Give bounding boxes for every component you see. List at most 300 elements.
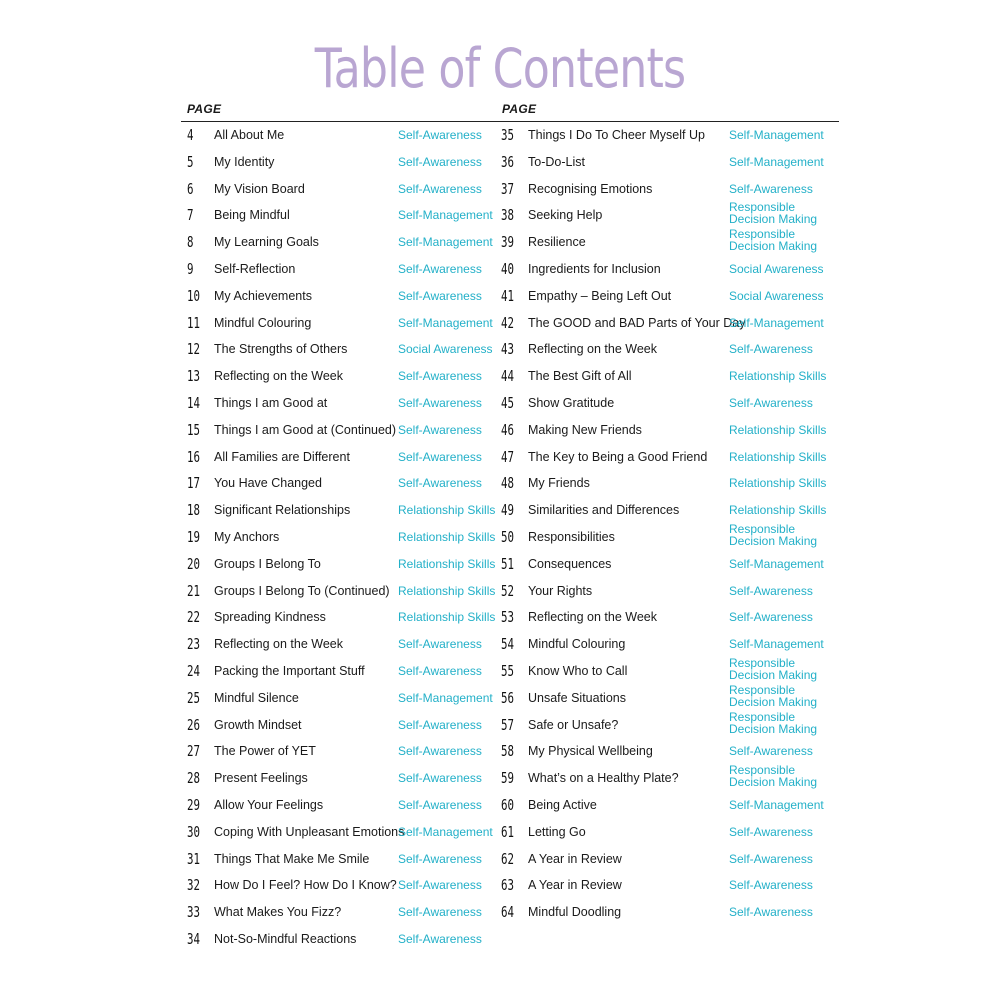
entry-title: Allow Your Feelings: [214, 798, 324, 812]
entry-title: Packing the Important Stuff: [214, 664, 365, 678]
category-line-1: Social Awareness: [729, 262, 824, 276]
category-line-1: Self-Awareness: [729, 396, 813, 410]
page-number: 16: [187, 447, 201, 466]
category-label: [729, 523, 817, 547]
category-line-1: Self-Management: [729, 556, 824, 571]
category-label: [398, 449, 482, 465]
category-label: [729, 609, 813, 625]
page-number: 7: [187, 206, 194, 225]
entry-title: Show Gratitude: [528, 396, 615, 410]
entry-title: The Strengths of Others: [214, 342, 348, 357]
page-number: 22: [187, 608, 201, 627]
page-number: 4: [187, 126, 194, 144]
category-line-1: Self-Awareness: [398, 932, 482, 946]
toc-entry: [501, 176, 841, 203]
toc-entry: [187, 310, 527, 337]
page-number: 37: [501, 179, 515, 198]
page-number: 63: [501, 876, 515, 895]
entry-title: Self-Reflection: [214, 262, 296, 276]
category-line-1: Self-Awareness: [729, 342, 813, 357]
category-label: [729, 877, 813, 893]
category-line-1: Self-Awareness: [729, 905, 813, 920]
page-number: 15: [187, 420, 201, 439]
category-label: [398, 288, 482, 304]
category-label: [729, 201, 817, 225]
toc-entry: [501, 470, 841, 497]
category-line-1: Self-Awareness: [398, 128, 482, 142]
entry-title: What’s on a Healthy Plate?: [528, 771, 679, 786]
toc-entry: [501, 765, 841, 792]
entry-title: Coping With Unpleasant Emotions: [214, 824, 405, 839]
page-number: 13: [187, 367, 201, 386]
page-number: 8: [187, 233, 194, 252]
category-label: [398, 261, 482, 277]
page-number: 54: [501, 635, 515, 654]
toc-entry: [187, 578, 527, 605]
toc-entry: [501, 202, 841, 229]
entry-title: Mindful Doodling: [528, 905, 622, 920]
toc-entry: [501, 578, 841, 605]
category-label: [729, 181, 813, 197]
category-label: [729, 636, 824, 652]
toc-entry: [501, 899, 841, 926]
category-label: [398, 341, 493, 357]
category-line-1: Self-Awareness: [398, 798, 482, 812]
category-line-2: Decision Making: [729, 668, 818, 682]
page-number: 60: [501, 796, 515, 814]
category-label: [729, 797, 824, 813]
toc-entry: [187, 926, 527, 953]
category-label: [398, 770, 482, 786]
category-line-1: Relationship Skills: [398, 556, 496, 571]
page-number: 44: [501, 367, 515, 386]
category-label: [729, 449, 826, 465]
category-label: [398, 824, 493, 840]
category-label: [398, 154, 482, 170]
toc-entry: [187, 497, 527, 524]
category-line-1: Responsible: [729, 522, 796, 536]
page-number: 39: [501, 233, 515, 252]
category-line-1: Self-Awareness: [729, 851, 813, 866]
category-line-2: Decision Making: [729, 212, 818, 227]
page-number: 14: [187, 394, 201, 412]
category-label: [729, 315, 824, 331]
entry-title: The Power of YET: [214, 744, 316, 759]
toc-entry: [501, 310, 841, 337]
toc-entry: [187, 899, 527, 926]
category-label: [398, 127, 482, 143]
toc-entry: [187, 819, 527, 846]
category-label: [398, 422, 482, 438]
page-number: 49: [501, 501, 515, 520]
category-line-1: Self-Awareness: [398, 262, 482, 276]
category-line-1: Self-Management: [729, 154, 824, 169]
category-line-1: Self-Management: [729, 315, 824, 330]
page-number: 62: [501, 849, 515, 868]
toc-entry: [187, 444, 527, 471]
page-number: 59: [501, 769, 515, 788]
page-number: 27: [187, 742, 201, 761]
toc-entry: [187, 336, 527, 363]
entry-title: Present Feelings: [214, 771, 308, 786]
category-label: [398, 475, 482, 491]
page-number: 28: [187, 769, 201, 788]
category-label: [398, 797, 482, 813]
category-label: [729, 657, 817, 681]
entry-title: Things I am Good at: [214, 396, 328, 410]
category-line-1: Responsible: [729, 656, 796, 670]
page-number: 57: [501, 715, 515, 734]
page-number: 45: [501, 394, 515, 412]
toc-entry: [187, 149, 527, 176]
category-line-1: Self-Awareness: [398, 288, 482, 303]
entry-title: Groups I Belong To: [214, 556, 321, 571]
category-line-2: Decision Making: [729, 721, 818, 736]
category-line-1: Self-Awareness: [398, 878, 482, 893]
page-number: 32: [187, 876, 201, 895]
category-label: [729, 368, 826, 384]
page-number: 46: [501, 420, 515, 439]
category-line-1: Responsible: [729, 227, 796, 242]
toc-entry: [501, 149, 841, 176]
entry-title: Things That Make Me Smile: [214, 851, 370, 866]
category-label: [729, 422, 826, 438]
category-label: [398, 395, 482, 411]
toc-entry: [501, 738, 841, 765]
entry-title: My Anchors: [214, 530, 280, 544]
category-line-1: Relationship Skills: [729, 422, 827, 437]
toc-entry: [187, 712, 527, 739]
entry-title: Empathy – Being Left Out: [528, 288, 672, 303]
category-label: [729, 824, 813, 840]
category-line-1: Self-Awareness: [729, 181, 813, 196]
page-number: 47: [501, 447, 515, 466]
category-label: [729, 711, 817, 735]
category-label: [729, 288, 824, 304]
page-number: 21: [187, 581, 201, 600]
entry-title: All Families are Different: [214, 449, 350, 464]
entry-title: Reflecting on the Week: [528, 342, 658, 357]
category-label: [398, 636, 482, 652]
category-line-1: Self-Awareness: [398, 476, 482, 491]
toc-entry: [187, 524, 527, 551]
entry-title: Know Who to Call: [528, 664, 628, 678]
page-number: 48: [501, 474, 515, 493]
toc-entry: [501, 658, 841, 685]
category-line-1: Self-Awareness: [729, 744, 813, 759]
entry-title: How Do I Feel? How Do I Know?: [214, 878, 397, 893]
entry-title: Unsafe Situations: [528, 690, 626, 705]
category-line-1: Responsible: [729, 763, 796, 778]
toc-entry: [501, 819, 841, 846]
entry-title: Things I am Good at (Continued): [214, 422, 397, 437]
category-label: [729, 904, 813, 920]
toc-entry: [187, 738, 527, 765]
page-number: 58: [501, 742, 515, 761]
entry-title: Your Rights: [528, 583, 593, 598]
category-line-1: Self-Awareness: [398, 422, 482, 437]
toc-entry: [187, 872, 527, 899]
page-number: 43: [501, 340, 515, 359]
category-label: [729, 261, 824, 277]
toc-entry: [501, 417, 841, 444]
category-label: [729, 764, 817, 788]
toc-entry: [501, 283, 841, 310]
entry-title: Mindful Silence: [214, 690, 299, 705]
page-number: 41: [501, 286, 515, 305]
toc-entry: [501, 497, 841, 524]
entry-title: My Friends: [528, 476, 590, 491]
category-label: [398, 904, 482, 920]
entry-title: The Key to Being a Good Friend: [528, 449, 708, 464]
page-number: 6: [187, 179, 194, 198]
toc-entry: [501, 872, 841, 899]
entry-title: Growth Mindset: [214, 717, 302, 732]
category-line-1: Relationship Skills: [398, 583, 496, 598]
category-label: [398, 877, 482, 893]
category-label: [398, 690, 493, 706]
entry-title: The GOOD and BAD Parts of Your Day: [528, 315, 746, 330]
toc-entry: [187, 470, 527, 497]
page-number: 55: [501, 662, 515, 680]
category-label: [729, 556, 824, 572]
page-number: 26: [187, 715, 201, 734]
entry-title: Reflecting on the Week: [214, 637, 344, 652]
page-number: 5: [187, 152, 194, 171]
category-line-1: Self-Awareness: [398, 717, 482, 732]
toc-entry: [187, 685, 527, 712]
toc-entry: [501, 363, 841, 390]
toc-entry: [501, 846, 841, 873]
toc-entry: [187, 229, 527, 256]
category-label: [398, 315, 493, 331]
toc-entry: [187, 176, 527, 203]
category-label: [729, 127, 824, 143]
category-line-1: Self-Management: [729, 128, 824, 142]
category-line-1: Self-Management: [398, 315, 493, 330]
page-number: 56: [501, 688, 515, 707]
toc-entry: [501, 390, 841, 417]
entry-title: Groups I Belong To (Continued): [214, 583, 390, 598]
category-line-1: Responsible: [729, 200, 796, 215]
category-line-1: Self-Awareness: [398, 744, 482, 759]
category-label: [729, 154, 824, 170]
entry-title: Consequences: [528, 556, 612, 571]
entry-title: You Have Changed: [214, 476, 322, 491]
toc-entry: [501, 709, 841, 739]
toc-entry: [501, 122, 841, 149]
entry-title: Making New Friends: [528, 422, 642, 437]
category-label: [398, 851, 482, 867]
page-number: 33: [187, 903, 201, 922]
category-line-1: Relationship Skills: [398, 503, 496, 518]
entry-title: Resilience: [528, 235, 586, 250]
toc-entry: [501, 336, 841, 363]
toc-entry: [501, 524, 841, 551]
category-line-1: Relationship Skills: [729, 449, 827, 464]
category-label: [729, 502, 826, 518]
entry-title: Reflecting on the Week: [528, 610, 658, 625]
page-number: 61: [501, 822, 515, 841]
page-number: 18: [187, 501, 201, 520]
entry-title: A Year in Review: [528, 851, 622, 866]
entry-title: A Year in Review: [528, 878, 622, 893]
category-line-1: Social Awareness: [398, 342, 493, 357]
entry-title: Recognising Emotions: [528, 181, 653, 196]
toc-entry: [501, 604, 841, 631]
page-number: 19: [187, 528, 201, 546]
category-line-1: Self-Awareness: [729, 583, 813, 598]
toc-entry: [501, 229, 841, 256]
category-line-1: Self-Awareness: [398, 369, 482, 384]
category-line-1: Responsible: [729, 709, 796, 724]
entry-title: My Physical Wellbeing: [528, 744, 653, 759]
category-line-1: Self-Awareness: [398, 449, 482, 464]
page-title: Table of Contents: [314, 37, 686, 100]
page-number: 12: [187, 340, 201, 359]
category-line-1: Self-Management: [398, 690, 493, 705]
toc-entry: [501, 682, 841, 712]
page-number: 11: [187, 313, 201, 332]
category-line-1: Self-Awareness: [729, 610, 813, 625]
entry-title: Being Active: [528, 798, 597, 812]
entry-title: Being Mindful: [214, 208, 290, 223]
right-column-header: PAGE: [502, 102, 537, 116]
entry-title: All About Me: [214, 128, 285, 142]
page-number: 25: [187, 688, 201, 707]
category-line-1: Relationship Skills: [729, 503, 827, 518]
category-line-1: Self-Awareness: [729, 824, 813, 839]
page-number: 20: [187, 554, 201, 573]
category-line-1: Self-Management: [398, 824, 493, 839]
entry-title: My Learning Goals: [214, 235, 319, 250]
entry-title: My Achievements: [214, 288, 312, 303]
toc-entry: [187, 846, 527, 873]
category-line-2: Decision Making: [729, 694, 818, 709]
entry-title: Spreading Kindness: [214, 610, 326, 625]
category-label: [398, 234, 493, 250]
page-number: 42: [501, 313, 515, 332]
toc-entry: [187, 604, 527, 631]
page-number: 29: [187, 796, 201, 814]
toc-entry: [187, 202, 527, 229]
category-line-1: Social Awareness: [729, 288, 824, 303]
page-number: 35: [501, 126, 515, 144]
entry-title: Mindful Colouring: [528, 637, 626, 652]
category-line-2: Decision Making: [729, 775, 818, 790]
category-label: [398, 529, 495, 545]
page-number: 64: [501, 903, 515, 922]
category-label: [398, 743, 482, 759]
category-label: [398, 368, 482, 384]
page-number: 36: [501, 152, 515, 171]
toc-entry: [187, 765, 527, 792]
page-number: 30: [187, 822, 201, 841]
category-label: [398, 717, 482, 733]
toc-entry: [501, 256, 841, 283]
entry-title: Ingredients for Inclusion: [528, 262, 661, 276]
category-label: [398, 556, 495, 572]
category-line-1: Self-Awareness: [398, 154, 482, 169]
page-number: 17: [187, 474, 201, 493]
category-label: [729, 743, 813, 759]
toc-entry: [187, 417, 527, 444]
page-number: 40: [501, 260, 515, 278]
page-number: 9: [187, 260, 194, 278]
page-number: 24: [187, 662, 201, 680]
category-line-1: Self-Awareness: [398, 851, 482, 866]
left-column-header: PAGE: [187, 102, 222, 116]
category-line-1: Self-Management: [398, 235, 493, 250]
category-label: [398, 502, 495, 518]
toc-entry: [501, 631, 841, 658]
entry-title: My Vision Board: [214, 181, 305, 196]
category-line-1: Self-Management: [398, 208, 493, 223]
page-number: 50: [501, 528, 515, 546]
toc-entry: [187, 363, 527, 390]
entry-title: To-Do-List: [528, 154, 585, 169]
toc-entry: [501, 792, 841, 819]
toc-entry: [501, 444, 841, 471]
category-line-1: Relationship Skills: [729, 476, 827, 491]
category-line-1: Relationship Skills: [398, 530, 496, 544]
page-number: 51: [501, 554, 515, 573]
category-label: [398, 663, 482, 679]
category-label: [729, 583, 813, 599]
page-number: 34: [187, 930, 201, 948]
toc-entry: [187, 792, 527, 819]
category-label: [398, 931, 482, 947]
toc-entry: [187, 283, 527, 310]
entry-title: Things I Do To Cheer Myself Up: [528, 128, 705, 142]
category-line-1: Self-Awareness: [398, 181, 482, 196]
category-line-1: Responsible: [729, 682, 796, 697]
category-label: [398, 609, 495, 625]
entry-title: Reflecting on the Week: [214, 369, 344, 384]
page-number: 53: [501, 608, 515, 627]
toc-entry: [187, 256, 527, 283]
toc-entry: [187, 390, 527, 417]
category-line-1: Self-Management: [729, 637, 824, 652]
category-label: [729, 341, 813, 357]
entry-title: Mindful Colouring: [214, 315, 312, 330]
toc-entry: [187, 122, 527, 149]
category-line-1: Relationship Skills: [729, 369, 827, 384]
page-number: 23: [187, 635, 201, 654]
entry-title: My Identity: [214, 154, 275, 169]
toc-entry: [187, 631, 527, 658]
category-line-1: Self-Awareness: [398, 664, 482, 678]
entry-title: Responsibilities: [528, 530, 615, 544]
entry-title: Letting Go: [528, 824, 586, 839]
page-number: 38: [501, 206, 515, 225]
category-line-1: Self-Management: [729, 798, 824, 812]
category-line-2: Decision Making: [729, 239, 818, 254]
toc-entry: [187, 551, 527, 578]
category-label: [398, 583, 495, 599]
category-line-1: Self-Awareness: [398, 771, 482, 786]
entry-title: Seeking Help: [528, 208, 603, 223]
category-label: [398, 181, 482, 197]
category-label: [729, 228, 817, 252]
toc-entry: [187, 658, 527, 685]
entry-title: Similarities and Differences: [528, 503, 680, 518]
page-number: 31: [187, 849, 201, 868]
category-label: [398, 207, 493, 223]
entry-title: What Makes You Fizz?: [214, 905, 342, 920]
entry-title: The Best Gift of All: [528, 369, 632, 384]
toc-entry: [501, 551, 841, 578]
